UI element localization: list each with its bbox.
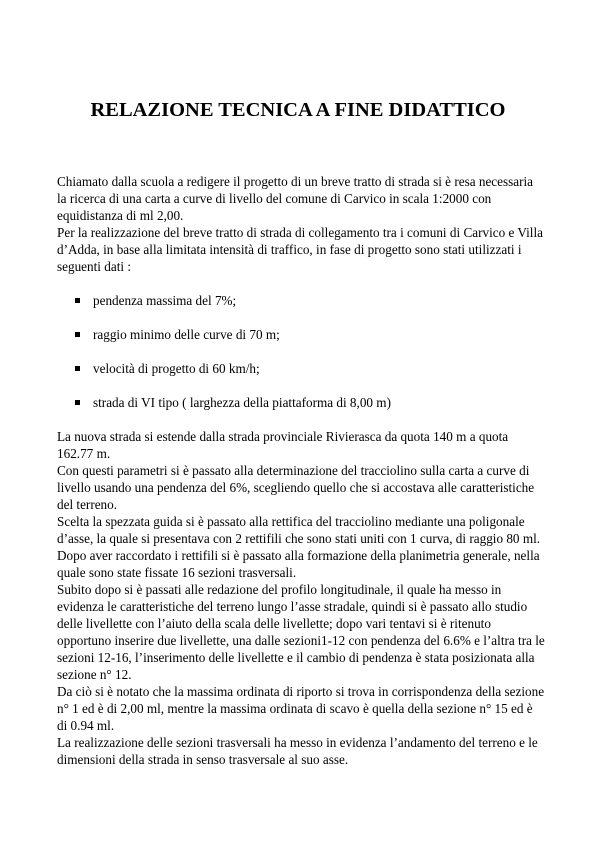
- list-item: [75, 292, 545, 309]
- document-body: [57, 173, 545, 768]
- parameters-list: [57, 292, 545, 411]
- intro-paragraph: Per la realizzazione del breve tratto di strada di collegamento tra i comuni di Carvico e Villa d’Adda, in base alla limitata intensità di traffico, in fase di progetto sono stati utilizzati i seguenti dati :: [57, 225, 543, 274]
- body-paragraph: La nuova strada si estende dalla strada provinciale Rivierasca da quota 140 m a quota 162.77 m.: [57, 429, 509, 461]
- body-paragraph: Con questi parametri si è passato alla determinazione del tracciolino sulla carta a curve di livello usando una pendenza del 6%, scegliendo quello che si accostava alle caratteristiche del terreno.: [57, 463, 535, 512]
- body-paragraph: Dopo aver raccordato i rettifili si è passato alla formazione della planimetria generale, nella quale sono state fissate 16 sezioni trasversali.: [57, 548, 540, 580]
- list-item: [75, 360, 545, 377]
- list-item-text: velocità di progetto di 60 km/h;: [93, 361, 260, 376]
- list-item: [75, 326, 545, 343]
- intro-paragraph: Chiamato dalla scuola a redigere il progetto di un breve tratto di strada si è resa necessaria la ricerca di una carta a curve di livello del comune di Carvico in scala 1:2000 con equidistanza di ml 2,00.: [57, 174, 534, 223]
- body-paragraph: Subito dopo si è passati alle redazione del profilo longitudinale, il quale ha messo in evidenza le caratteristiche del terreno lungo l’asse stradale, quindi si è passato allo studio delle livellette con l’aiuto della scala delle livellette; dopo vari tentavi si è ritenuto opportuno inserire due livellette, una dalle sezioni1-12 con pendenza del 6.6% e l’altra tra le sezioni 12-16, l’inserimento delle livellette e il cambio di pendenza è stata posizionata alla sezione n° 12.: [57, 582, 545, 682]
- square-bullet-icon: [75, 366, 80, 371]
- square-bullet-icon: [75, 298, 80, 303]
- body-paragraph: Scelta la spezzata guida si è passato alla rettifica del tracciolino mediante una poligonale d’asse, la quale si presentava con 2 rettifili che sono stati uniti con 1 curva, di raggio 80 ml.: [57, 514, 541, 546]
- body-paragraph: La realizzazione delle sezioni trasversali ha messo in evidenza l’andamento del terreno e le dimensioni della strada in senso trasversale al suo asse.: [57, 735, 538, 767]
- list-item: [75, 394, 545, 411]
- body-paragraph: Da ciò si è notato che la massima ordinata di riporto si trova in corrispondenza della sezione n° 1 ed è di 2,00 ml, mentre la massima ordinata di scavo è quella della sezione n° 15 ed è di 0.94 ml.: [57, 684, 545, 733]
- square-bullet-icon: [75, 400, 80, 405]
- list-item-text: raggio minimo delle curve di 70 m;: [93, 327, 280, 342]
- square-bullet-icon: [75, 332, 80, 337]
- list-item-text: strada di VI tipo ( larghezza della piattaforma di 8,00 m): [93, 395, 391, 410]
- document-title: RELAZIONE TECNICA A FINE DIDATTICO: [90, 99, 506, 121]
- list-item-text: pendenza massima del 7%;: [93, 293, 237, 308]
